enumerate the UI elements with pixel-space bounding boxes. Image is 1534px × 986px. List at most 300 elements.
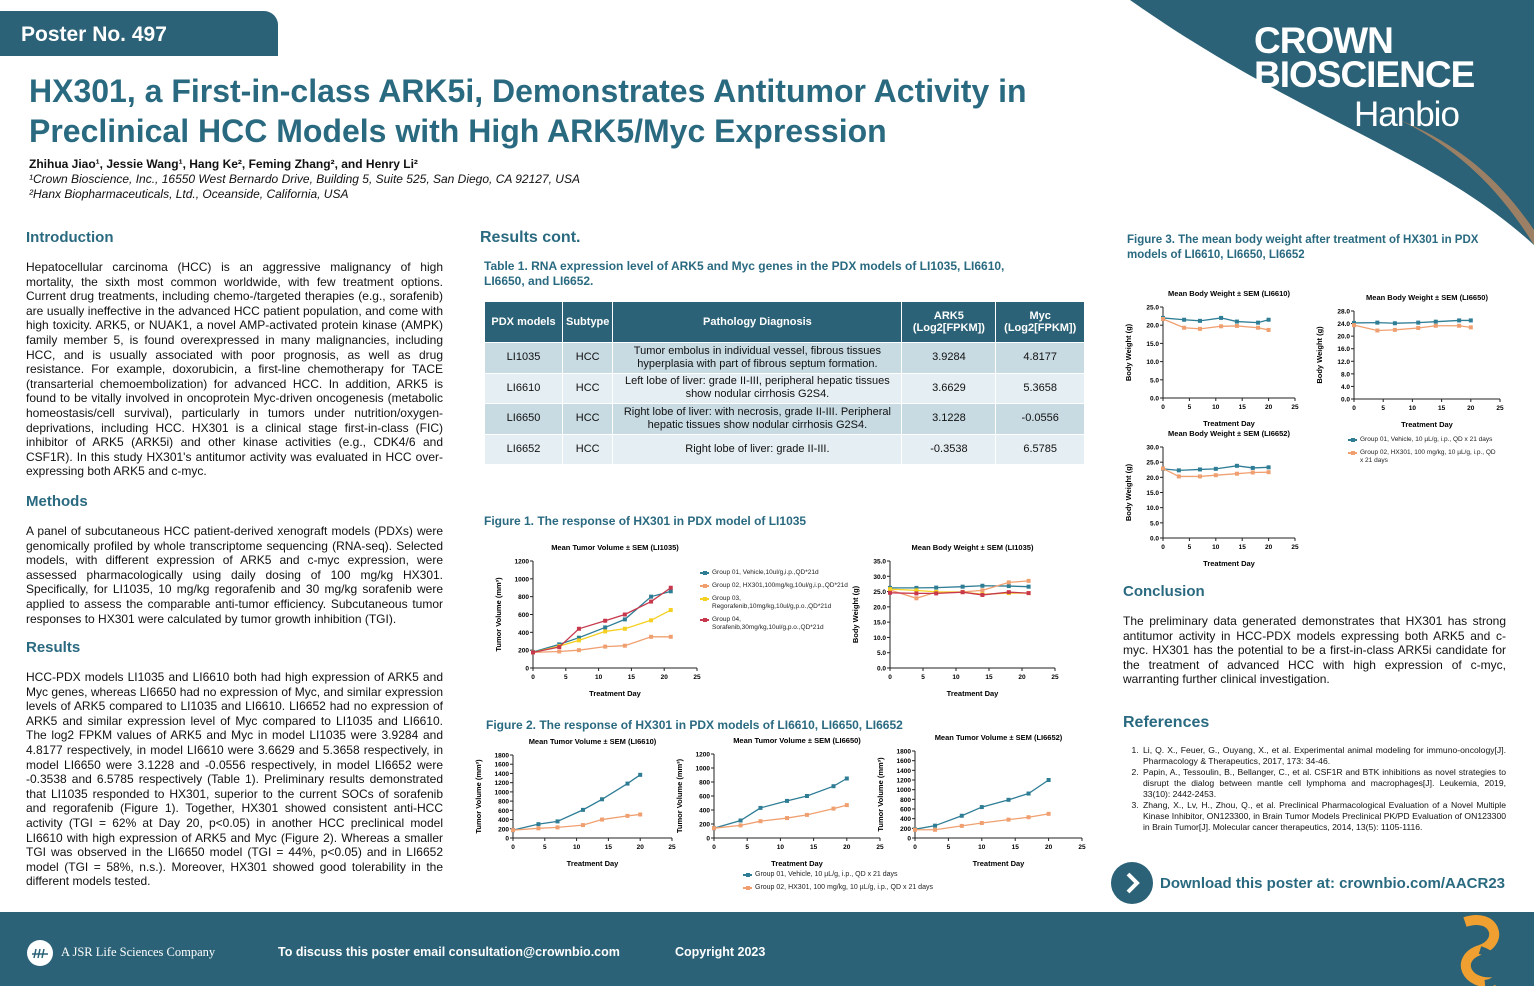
data-point [1007,798,1011,802]
data-point [785,799,789,803]
data-point [1182,318,1186,322]
table-cell: 3.9284 [902,343,996,374]
data-point [1027,792,1031,796]
x-axis-label: Treatment Day [946,689,999,698]
table-cell: LI6610 [485,373,563,404]
data-point [1182,326,1186,330]
series-line [533,637,671,653]
chart-title: Mean Tumor Volume ± SEM (LI6610) [528,737,657,746]
data-point [1352,323,1356,327]
data-point [914,591,918,595]
data-point [623,644,627,648]
chart-f1tv [491,541,701,700]
col-header: PDX models [485,302,563,343]
table-cell: HCC [563,434,613,465]
data-point [1434,324,1438,328]
data-point [1416,321,1420,325]
table-row [485,434,1085,465]
y-tick-label: 200 [498,826,509,834]
x-tick-label: 0 [1161,544,1165,551]
legend-swatch [1348,452,1357,454]
table-cell: HCC [563,343,613,374]
y-tick-label: 1600 [896,758,911,766]
y-tick-label: 15.0 [1146,490,1159,497]
x-axis-label: Treatment Day [1401,420,1453,429]
x-tick-label: 20 [843,844,851,851]
x-tick-label: 5 [1187,404,1192,411]
series-line [1354,325,1471,330]
data-point [556,825,560,829]
y-tick-label: 600 [699,793,710,801]
data-point [1177,468,1181,472]
y-axis-label: Tumor Volume (mm³) [876,757,885,832]
table-cell: HCC [563,373,613,404]
x-tick-label: 15 [809,844,818,851]
fig3-caption: Figure 3. The mean body weight after treatment of HX301 in PDX models of LI6610, LI6650, LI6652 [1127,234,1479,261]
legend-label: Group 03, Regorafenib,10mg/kg,10ul/g,p.o.,QD*21d [712,595,832,610]
data-point [556,819,560,823]
legend-label: Group 04, Sorafenib,30mg/kg,10ul/g,p.o.,QD*21d [712,616,824,631]
y-tick-label: 600 [900,806,911,814]
data-point [1457,324,1461,328]
data-point [638,812,642,816]
data-point [1214,467,1218,471]
y-axis-label: Body Weight (g) [851,585,860,644]
chart-title: Mean Body Weight ± SEM (LI6650) [1366,293,1488,302]
methods-heading: Methods [26,493,88,510]
y-axis-label: Body Weight (g) [1315,326,1324,384]
data-point [1027,591,1031,595]
references-heading: References [1123,714,1210,731]
footer [0,912,1534,986]
y-tick-label: 400 [699,807,710,815]
y-tick-label: 1200 [514,558,529,566]
y-tick-label: 0 [706,835,710,843]
data-point [1267,465,1271,469]
x-tick-label: 0 [531,674,535,681]
data-point [1235,324,1239,328]
data-point [1267,318,1271,322]
y-tick-label: 30.0 [873,573,886,581]
data-point [1214,473,1218,477]
legend-item [1348,436,1498,444]
y-tick-label: 5.0 [1149,520,1159,528]
col-header: Myc (Log2[FPKM]) [996,302,1085,343]
x-tick-label: 10 [594,674,603,681]
data-point [623,613,627,617]
reference-item: 3. Zhang, X., Lv, H., Zhou, Q., et al. Preclinical Pharmacological Evaluation of a Novel Multiple Kinase Inhibitor, ON123300, in Brain Tumor Models Preclinical PK/PD Evaluation of ON123300 in Brain Tumor[J]. Molecular cancer therapeutics, 2014, 13(5): 1105-1116. [1141,800,1506,833]
legend-label: Group 01, Vehicle,10ul/g,i.p.,QD*21d [712,569,819,576]
legend-item [1348,449,1498,465]
x-tick-label: 20 [1044,844,1053,851]
table-cell: 5.3658 [996,373,1085,404]
legend-label: Group 01, Vehicle, 10 µL/g, i.p., QD x 21 days [755,871,898,878]
chart-f3b [1312,291,1504,431]
data-point [712,826,716,830]
legend-swatch [700,585,709,587]
y-tick-label: 1800 [494,752,509,760]
data-point [805,794,809,798]
data-point [1375,321,1379,325]
download-button[interactable] [1111,862,1153,904]
data-point [1393,328,1397,332]
y-tick-label: 1000 [494,789,509,797]
x-tick-label: 0 [1352,405,1356,412]
y-tick-label: 25.0 [873,589,886,597]
table-cell: LI6652 [485,434,563,465]
data-point [1007,580,1011,584]
x-tick-label: 25 [668,844,676,851]
x-tick-label: 20 [1467,405,1475,412]
y-tick-label: 1800 [896,748,911,756]
chart-title: Mean Body Weight ± SEM (LI1035) [911,543,1034,552]
x-axis-label: Treatment Day [589,689,641,698]
y-tick-label: 1600 [494,761,509,769]
x-tick-label: 15 [1437,405,1446,412]
y-tick-label: 1200 [494,780,509,788]
y-tick-label: 1000 [514,576,529,584]
table-row [485,373,1085,404]
x-tick-label: 5 [921,674,925,681]
y-tick-label: 20.0 [1146,474,1159,482]
x-tick-label: 15 [604,844,613,851]
y-tick-label: 600 [518,612,529,619]
data-point [1469,318,1473,322]
data-point [1469,325,1473,329]
poster-title: HX301, a First-in-class ARK5i, Demonstrates Antitumor Activity in Preclinical HCC Models with High ARK5/Myc Expression [29,73,1027,149]
x-axis-label: Treatment Day [972,859,1025,868]
data-point [1434,320,1438,324]
intro-text: Hepatocellular carcinoma (HCC) is an aggressive malignancy of high mortality, the sixth most common worldwide, with few treatment options. Current drug treatments, including chemo-/targeted therapies (e.g., sorafenib) are usually ineffective in the advanced HCC patient population, and come with high toxicity. ARK5, or NUAK1, a novel AMP-activated protein kinase (AMPK) family member 5, is found overexpressed in many malignancies, including HCC, and is usually associated with poor prognosis, as well as drug resistance. For example, doxorubicin, a first-line chemotherapy for TACE (transarterial chemoembolization) for advanced HCC. In addition, ARK5 is found to be vitally involved in oncoprotein Myc-driven oncogenesis (metabolic homeostasis/cell survival), particularly in tumors under nutrition/oxygen-deprivations, including HCC. HX301 is a clinical stage first-in-class (FIC) inhibitor of ARK5 (ARK5i) and other kinase activities (e.g., CDK4/6 and CSF1R). In this study HX301's antitumor activity was evaluated in HCC over-expressing both ARK5 and c-myc. [26,260,443,479]
data-point [581,823,585,827]
y-tick-label: 200 [900,825,911,833]
y-tick-label: 25.0 [1146,304,1159,312]
y-tick-label: 30.0 [1146,444,1159,452]
table-cell: 6.5785 [996,434,1085,465]
fig1-caption: Figure 1. The response of HX301 in PDX model of LI1035 [484,514,807,528]
y-tick-label: 200 [518,647,529,655]
series-line [1163,318,1269,323]
data-point [1256,326,1260,330]
x-tick-label: 0 [1161,404,1165,411]
data-point [961,585,965,589]
x-tick-label: 0 [888,674,892,681]
x-tick-label: 15 [627,674,636,681]
legend-label: Group 02, HX301, 100 mg/kg, 10 µL/g, i.p., QD x 21 days [755,884,933,891]
data-point [1047,812,1051,816]
data-point [557,650,561,654]
y-tick-label: 800 [498,798,509,806]
legend-swatch [700,598,709,600]
data-point [980,805,984,809]
data-point [669,608,673,612]
x-tick-label: 5 [542,844,547,851]
y-tick-label: 20.0 [1337,333,1350,341]
col-header: Pathology Diagnosis [613,302,902,343]
x-tick-label: 0 [712,844,716,851]
table-cell: LI6650 [485,404,563,435]
data-point [1007,818,1011,822]
data-point [603,625,607,629]
y-tick-label: 15.0 [873,619,886,627]
x-tick-label: 20 [636,844,644,851]
legend-item [700,595,850,611]
legend-swatch [1348,439,1357,441]
data-point [536,822,540,826]
data-point [785,816,789,820]
data-point [1416,326,1420,330]
crown-bioscience-logo: CROWN BIOSCIENCE Hanbio [1254,20,1475,134]
table1-caption: Table 1. RNA expression level of ARK5 and Myc genes in the PDX models of LI1035, LI6610, LI6650, and LI6652. [484,259,1005,288]
y-tick-label: 800 [518,594,529,602]
data-point [625,814,629,818]
data-point [980,584,984,588]
y-tick-label: 400 [518,629,529,637]
y-tick-label: 10.0 [1146,505,1159,513]
data-point [1393,321,1397,325]
y-tick-label: 25.0 [1146,459,1159,467]
data-point [1235,464,1239,468]
results-text: HCC-PDX models LI1035 and LI6610 both had high expression of ARK5 and Myc genes, whereas LI6650 had no expression of Myc, and similar expression levels of ARK5 compared to LI1035 and LI6610. LI6652 had no expression of ARK5 and similar expression level of Myc compared to LI1035 and LI6610. The log2 FPKM values of ARK5 and Myc in model LI1035 were 3.9284 and 4.8177 respectively, in model LI6610 were 3.6629 and 5.3658 respectively, in model LI6650 were 3.1228 and -0.0556 respectively, in model LI6652 were -0.3538 and 6.5785 respectively (Table 1). Preliminary results demonstrated that LI1035 responded to HX301, superior to the current SOCs of sorafenib and regorafenib (Figure 1). Together, HX301 showed consistent anti-HCC activity (TGI = 62% at Day 20, p<0.05) in another HCC preclinical model LI6610 with high expression of ARK5 and Myc (Figure 2). Whereas a smaller TGI was observed in the LI6650 model (TGI = 44%, p<0.05) and in LI6652 model (TGI = 58%, n.s.). Moreover, HX301 showed good tolerability in the different models tested. [26,670,443,889]
y-tick-label: 200 [699,821,710,829]
col-header: ARK5 (Log2[FPKM]) [902,302,996,343]
x-tick-label: 15 [985,674,993,681]
authors: Zhihua Jiao¹, Jessie Wang¹, Hang Ke², Feming Zhang², and Henry Li² [29,157,418,171]
data-point [1251,470,1255,474]
data-point [980,588,984,592]
chart-title: Mean Body Weight ± SEM (LI6652) [1168,429,1290,438]
legend-item [743,884,1003,892]
y-axis-label: Tumor Volume (mm³) [675,758,684,834]
data-point [933,828,937,832]
data-point [914,596,918,600]
table-cell: 3.6629 [902,373,996,404]
table-cell: -0.3538 [902,434,996,465]
contact-email[interactable]: To discuss this poster email consultation@crownbio.com [278,945,620,959]
y-tick-label: 1200 [896,777,911,785]
legend-swatch [700,572,709,574]
y-tick-label: 28.0 [1337,308,1350,316]
data-point [845,803,849,807]
data-point [758,819,762,823]
data-point [1235,320,1239,324]
y-tick-label: 800 [699,779,710,787]
chart-f1bw [848,541,1059,700]
x-tick-label: 25 [876,844,884,851]
legend-swatch [743,887,752,889]
y-tick-label: 400 [900,816,911,824]
y-tick-label: 0.0 [876,665,886,673]
table-cell: LI1035 [485,343,563,374]
x-tick-label: 5 [1187,544,1192,551]
data-point [603,619,607,623]
y-axis-label: Tumor Volume (mm³) [474,759,483,834]
legend-swatch [743,874,752,876]
company-tagline: A JSR Life Sciences Company [61,945,216,959]
series-line [714,805,847,828]
data-point [980,593,984,597]
y-tick-label: 1000 [896,787,911,795]
data-point [739,823,743,827]
x-tick-label: 10 [776,844,785,851]
expression-table [484,301,1085,465]
fig3-legend [1348,436,1498,470]
x-axis-label: Treatment Day [771,859,823,868]
x-tick-label: 25 [1291,404,1299,411]
data-point [845,777,849,781]
legend-swatch [700,619,709,621]
y-tick-label: 1000 [695,765,710,773]
x-tick-label: 5 [1381,405,1386,412]
x-tick-label: 15 [1238,544,1246,551]
copyright: Copyright 2023 [675,945,766,959]
y-tick-label: 12.0 [1337,358,1350,366]
x-tick-label: 15 [1238,404,1246,411]
col-header: Subtype [563,302,613,343]
table-cell: Left lobe of liver: grade II-III, peripheral hepatic tissues show nodular cirrhosis G2S4. [613,373,902,404]
y-tick-label: 0.0 [1149,395,1159,403]
data-point [1007,584,1011,588]
table-cell: 4.8177 [996,343,1085,374]
legend-label: Group 02, HX301, 100 mg/kg, 10 µL/g, i.p., QD x 21 days [1360,449,1496,464]
table-cell: 3.1228 [902,404,996,435]
table-row [485,404,1085,435]
data-point [669,589,673,593]
data-point [1267,470,1271,474]
data-point [1198,327,1202,331]
data-point [623,627,627,631]
data-point [531,650,535,654]
data-point [1047,778,1051,782]
intro-heading: Introduction [26,229,114,246]
chart-f2a [471,735,676,870]
y-tick-label: 0.0 [1149,535,1159,543]
x-tick-label: 0 [913,844,917,851]
data-point [1219,316,1223,320]
data-point [1457,318,1461,322]
chart-f2c [873,731,1086,870]
x-tick-label: 10 [1408,405,1417,412]
data-point [577,627,581,631]
data-point [1027,585,1031,589]
download-link[interactable]: Download this poster at: crownbio.com/AACR23 [1160,875,1506,892]
data-point [888,587,892,591]
data-point [603,645,607,649]
table-row [485,343,1085,374]
y-tick-label: 1400 [896,767,911,775]
poster-number: Poster No. 497 [0,11,278,56]
chart-title: Mean Tumor Volume ± SEM (LI6650) [733,736,861,745]
data-point [980,821,984,825]
data-point [913,828,917,832]
y-tick-label: 15.0 [1146,340,1159,348]
results-heading: Results [26,639,81,656]
x-tick-label: 10 [1212,544,1220,551]
legend-item [700,582,850,590]
data-point [649,635,653,639]
x-tick-label: 5 [745,844,750,851]
chart-f2b [672,734,884,870]
series-line [1354,320,1471,323]
data-point [669,586,673,590]
series-line [1163,319,1269,330]
data-point [1161,467,1165,471]
methods-text: A panel of subcutaneous HCC patient-derived xenograft models (PDXs) were genomically profiled by whole transcriptome sequencing (RNA-seq). Selected models, with different expression of ARK5 and c-myc expression, were assessed pharmacologically using daily dosing of 100 mg/kg HX301. Specifically, for LI1035, 10 mg/kg regorafenib and 30 mg/kg sorafenib were applied to assess the comparable anti-tumor efficiency. Subcutaneous tumor responses to HX301 were calculated by tumor growth inhibition (TGI). [26,524,443,626]
legend-label: Group 01, Vehicle, 10 µL/g, i.p., QD x 21 days [1360,436,1493,443]
data-point [1007,590,1011,594]
y-axis-label: Tumor Volume (mm³) [494,577,503,652]
x-tick-label: 20 [1264,404,1273,411]
y-tick-label: 1400 [494,770,509,778]
data-point [1375,328,1379,332]
legend-label: Group 02, HX301,100mg/kg,10ul/g,i.p.,QD*21d [712,582,848,589]
x-tick-label: 20 [660,674,668,681]
x-tick-label: 25 [1291,544,1299,551]
data-point [1198,467,1202,471]
data-point [832,807,836,811]
x-tick-label: 5 [946,844,951,851]
data-point [758,806,762,810]
chevron-right-icon [1111,862,1153,904]
data-point [649,618,653,622]
data-point [511,828,515,832]
y-tick-label: 0 [525,665,529,673]
legend-item [700,616,850,632]
table-cell: HCC [563,404,613,435]
x-axis-label: Treatment Day [1203,559,1255,568]
data-point [934,586,938,590]
results-cont-heading: Results cont. [480,229,581,246]
data-point [1177,474,1181,478]
data-point [1256,321,1260,325]
y-tick-label: 0.0 [1340,396,1350,404]
reference-item: 1. Li, Q. X., Feuer, G., Ouyang, X., et al. Experimental animal modeling for immuno-oncology[J]. Pharmacology & Therapeutics, 2017, 173: 34-46. [1141,745,1506,767]
data-point [577,638,581,642]
references-list [1123,745,1506,833]
y-tick-label: 20.0 [1146,322,1159,330]
y-tick-label: 8.0 [1340,371,1350,379]
data-point [739,819,743,823]
x-tick-label: 25 [1496,405,1504,412]
y-tick-label: 5.0 [1149,377,1159,385]
data-point [933,824,937,828]
x-tick-label: 15 [1011,844,1019,851]
x-tick-label: 25 [1078,844,1086,851]
table-cell: -0.0556 [996,404,1085,435]
data-point [638,773,642,777]
x-tick-label: 0 [511,844,515,851]
authors-block [29,157,580,202]
data-point [1027,579,1031,583]
x-tick-label: 10 [952,674,960,681]
data-point [557,645,561,649]
fig2-legend [743,871,1003,897]
fig2-caption: Figure 2. The response of HX301 in PDX models of LI6610, LI6650, LI6652 [486,718,903,732]
series-line [513,814,640,830]
x-tick-label: 25 [693,674,701,681]
series-line [714,779,847,829]
legend-item [743,871,1003,879]
x-tick-label: 20 [1264,544,1273,551]
reference-item: 2. Papin, A., Tessoulin, B., Bellanger, C., et al. CSF1R and BTK inhibitions as novel strategies to disrupt the dialog between mantle cell lymphoma and macrophages[J]. Leukemia, 2019, 33(10): 2442-2453. [1141,767,1506,800]
data-point [603,629,607,633]
table-cell: Right lobe of liver: grade II-III. [613,434,902,465]
y-tick-label: 35.0 [873,558,886,566]
chart-title: Mean Tumor Volume ± SEM (LI6652) [934,733,1063,742]
y-tick-label: 10.0 [1146,359,1159,367]
data-point [1198,319,1202,323]
data-point [625,782,629,786]
